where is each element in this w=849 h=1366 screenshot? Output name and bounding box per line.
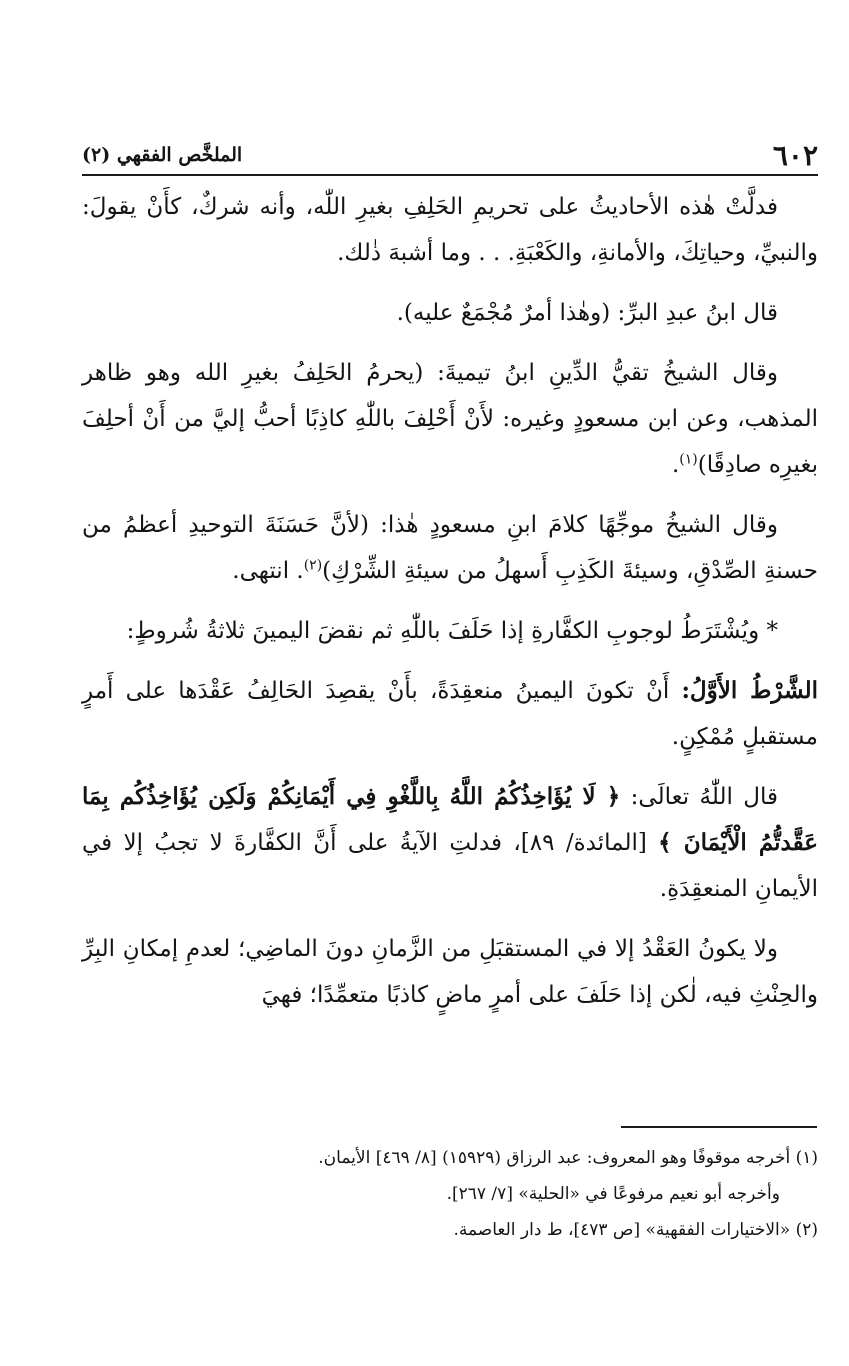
footnote-ref: (١) [679,451,698,468]
footnote: (٢) «الاختيارات الفقهية» [ص ٤٧٣]، ط دار العاصمة. [453,1220,818,1240]
paragraph: * ويُشْتَرَطُ لوجوبِ الكفَّارةِ إذا حَلَفَ باللّٰهِ ثم نقضَ اليمينَ ثلاثةُ شُروطٍ: [126,618,778,644]
quran-verse: ﴿ لَا يُؤَاخِذُكُمُ اللَّهُ بِاللَّغْوِ فِي أَيْمَانِكُمْ وَلَكِن يُؤَاخِذُكُم بِمَا عَقَّدتُّمُ الْأَيْمَانَ ﴾ [82,783,818,856]
paragraph: قال ابنُ عبدِ البرِّ: (وهٰذا أمرٌ مُجْمَعٌ عليه). [396,300,778,326]
footnote-continuation: وأخرجه أبو نعيم مرفوعًا في «الحلية» [٧/ ٢٦٧]. [446,1184,780,1204]
footnote-divider [621,1126,817,1128]
paragraph: قال اللّٰهُ تعالَى: ﴿ لَا يُؤَاخِذُكُمُ اللَّهُ بِاللَّغْوِ فِي أَيْمَانِكُمْ وَلَكِن يُؤَاخِذُكُم بِمَا عَقَّدتُّمُ الْأَيْمَانَ ﴾ [المائدة/ ٨٩]، فدلتِ الآيةُ على أَنَّ الكفَّارةَ لا تجبُ إلا في الأيمانِ المنعقِدَةِ. [82,783,818,902]
page-number: ٦٠٢ [772,138,818,172]
footnote: (١) أخرجه موقوفًا وهو المعروف: عبد الرزاق (١٥٩٢٩) [٨/ ٤٦٩] الأيمان. [318,1148,818,1168]
paragraph: ولا يكونُ العَقْدُ إلا في المستقبَلِ من الزَّمانِ دونَ الماضِي؛ لعدمِ إمكانِ البِرِّ والحِنْثِ فيه، لٰكن إذا حَلَفَ على أمرٍ ماضٍ كاذبًا متعمِّدًا؛ فهيَ [82,936,818,1008]
footnotes [82,1140,818,1248]
page-header [82,136,818,176]
paragraph: فدلَّتْ هٰذه الأحاديثُ على تحريمِ الحَلِفِ بغيرِ اللّٰه، وأنه شركٌ، كأَنْ يقولَ: والنبيِّ، وحياتِكَ، والأمانةِ، والكَعْبَةِ. . . وما أشبهَ ذٰلك. [82,194,818,266]
condition-label: الشَّرْطُ الأَوَّلُ: [681,677,819,704]
paragraph: وقال الشيخُ تقيُّ الدِّينِ ابنُ تيميةَ: (يحرمُ الحَلِفُ بغيرِ الله وهو ظاهر المذهب، وعن ابن مسعودٍ وغيره: لأَنْ أَحْلِفَ باللّٰهِ كاذِبًا أحبُّ إليَّ من أَنْ أحلِفَ بغيرِه صادِقًا)$^{(١)}$. [82,360,818,478]
paragraph: الشَّرْطُ الأَوَّلُ: أَنْ تكونَ اليمينُ منعقِدَةً، بأَنْ يقصِدَ الحَالِفُ عَقْدَها على أَمرٍ مستقبلٍ مُمْكِنٍ. [82,677,819,750]
running-title: الملخَّص الفقهي (٢) [82,144,243,166]
footnote-ref: (٢) [303,557,323,574]
main-text [82,184,818,1032]
paragraph: وقال الشيخُ موجِّهًا كلامَ ابنِ مسعودٍ هٰذا: (لأنَّ حَسَنَةَ التوحيدِ أعظمُ من حسنةِ الصِّدْقِ، وسيئةَ الكَذِبِ أَسهلُ من سيئةِ الشِّرْكِ)$^{(٢)}$. انتهى. [82,512,818,584]
